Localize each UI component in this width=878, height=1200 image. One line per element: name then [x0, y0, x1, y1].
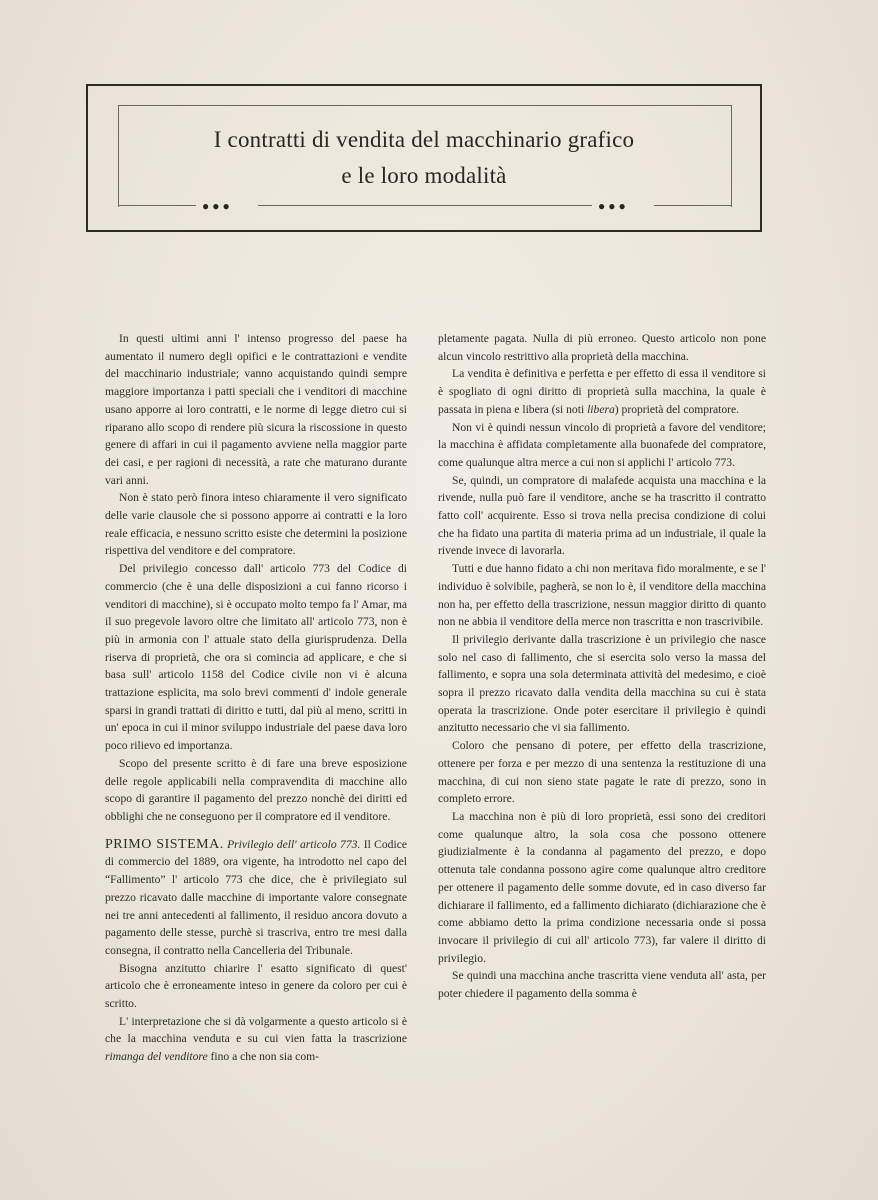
- left-column: [105, 330, 407, 1066]
- paragraph: Non vi è quindi nessun vincolo di proprietà a favore del venditore; la macchina è affidata completamente alla buonafede del compratore, come qualunque altra merce a cui non si applichi l' articolo 773.: [438, 420, 766, 469]
- ornament-line-middle: [258, 205, 592, 206]
- paragraph: Il privilegio derivante dalla trascrizione è un privilegio che nasce solo nel caso di fallimento, che si esercita solo verso la massa del fallimento, e sopra una sola determinata attività del medesimo, e cioè sopra il prezzo ricavato dalla vendita della macchina su cui è stata operata la trascrizione. Onde poter esercitare il privilegio è quindi anzitutto necessario che vi sia fallimento.: [438, 632, 766, 735]
- paragraph-italic: libera: [587, 402, 615, 416]
- paragraph: [105, 1013, 407, 1066]
- section-paragraph: [105, 836, 407, 960]
- ornament-dots-left: ●●●: [202, 199, 233, 213]
- title-ornament: [118, 199, 732, 213]
- ornament-line-left: [118, 205, 196, 206]
- paragraph: Se quindi una macchina anche trascritta viene venduta all' asta, per poter chiedere il pagamento della somma è: [438, 969, 766, 1001]
- paragraph: La macchina non è più di loro proprietà, essi sono dei creditori come qualunque altro, la sola cosa che possono ottenere giudizialmente è la condanna al pagamento del prezzo, e dopo ottenuta tale condanna possono agire come qualunque altro creditore per ottenere il pagamento delle somme dovute, ed in caso diverso far dichiarare il fallimento, ed a fallimento dichiarato (dichiarazione che è come abbiamo detto la prima condizione necessaria onde si possa invocare il privilegio di cui all' articolo 773), far valere il diritto di privilegio.: [438, 809, 766, 965]
- paragraph: Del privilegio concesso dall' articolo 773 del Codice di commercio (che è una delle disposizioni a cui fanno ricorso i venditori di macchine), si è occupato molto tempo fa l' Amar, ma il suo pregevole lavoro oltre che limitato all' articolo 773, non è più in armonia con l' attuale stato della giurisprudenza. Della riserva di proprietà, che ora si comincia ad applicare, e che si basa sull' articolo 1158 del Codice civile non vi è alcuna trattazione esplicita, ma solo brevi commenti d' indole generale sparsi in grandi trattati di diritto e tutti, dal più al meno, scritti in un' epoca in cui il minor sviluppo industriale del paese dava loro poco rilievo ed importanza.: [105, 562, 407, 753]
- ornament-line-right: [654, 205, 732, 206]
- paragraph: Bisogna anzitutto chiarire l' esatto significato di quest' articolo che è erroneamente inteso in genere da coloro per cui è scritto.: [105, 961, 407, 1011]
- paragraph-text: L' interpretazione che si dà volgarmente a questo articolo si è che la macchina venduta e su cui vien fatta la trascrizione: [105, 1014, 407, 1046]
- page-title: [88, 122, 760, 194]
- title-frame: [86, 84, 762, 232]
- paragraph: Coloro che pensano di potere, per effetto della trascrizione, ottenere per forza e per mezzo di una sentenza la restituzione di una macchina, di cui non sieno state pagate le rate di prezzo, sono in completo errore.: [438, 739, 766, 806]
- title-line-2: e le loro modalità: [341, 163, 507, 188]
- paragraph: Non è stato però finora inteso chiaramente il vero significato delle varie clausole che si possono apporre ai contratti e la loro reale efficacia, e nessuno scritto esiste che determini la posizione rispettiva del venditore e del compratore.: [105, 491, 407, 558]
- section-subtitle: Privilegio dell' articolo 773.: [227, 837, 361, 851]
- paragraph: Se, quindi, un compratore di malafede acquista una macchina e la rivende, nulla può fare il venditore, anche se ha trascritto il contratto fatto coll' acquirente. Esso si trova nella precisa condizione di colui che ha fidato una partita di materia prima ad un industriale, il quale la rivende invece di lavorarla.: [438, 473, 766, 558]
- section-title: PRIMO SISTEMA.: [105, 836, 224, 852]
- paragraph: Scopo del presente scritto è di fare una breve esposizione delle regole applicabili nella compravendita di macchine allo scopo di garantire il pagamento del prezzo nonchè dei diritti ed obblighi che ne conseguono per il compratore ed il venditore.: [105, 756, 407, 823]
- paragraph-italic: rimanga del venditore: [105, 1050, 208, 1064]
- paragraph-text: fino a che non sia com-: [210, 1050, 320, 1064]
- right-column: [438, 330, 766, 1003]
- paragraph-text: La vendita è definitiva e perfetta e per effetto di essa il venditore si è spogliato di ogni diritto di proprietà sulla macchina, la quale è passata in piena e libera (si noti: [438, 367, 766, 416]
- section-text: Il Codice di commercio del 1889, ora vigente, ha introdotto nel capo del “Fallimento” l' articolo 773 che dice, che è privilegiato sul prezzo ricavato dalle macchine di importante valore consegnate nei tre anni antecedenti al fallimento, il residuo ancora dovuto a pagamento delle stesse, purchè si trascriva, entro tre mesi dalla consegna, il contratto nella Cancelleria del Tribunale.: [105, 837, 407, 957]
- paragraph: pletamente pagata. Nulla di più erroneo. Questo articolo non pone alcun vincolo restrittivo alla proprietà della macchina.: [438, 332, 766, 363]
- paragraph: In questi ultimi anni l' intenso progresso del paese ha aumentato il numero degli opifici e le contrattazioni e vendite del macchinario industriale; vanno acquistando quindi sempre maggiore importanza i patti speciali che i venditori di macchine usano apporre ai loro contratti, e le norme di legge dietro cui si riparano allo scopo di rendere più sicura la riscossione in questo genere di affari in cui il pagamento avviene nella maggior parte dei casi, e per ragioni di necessità, a rate che maturano durante vari anni.: [105, 332, 407, 487]
- paragraph: Tutti e due hanno fidato a chi non meritava fido moralmente, e se l' individuo è solvibile, pagherà, se non lo è, il venditore della macchina non ha, per effetto della trascrizione, nessun maggior diritto di quanto non ne abbia il venditore della merce non trascritta e non trascrivibile.: [438, 562, 766, 629]
- ornament-dots-right: ●●●: [598, 199, 629, 213]
- title-line-1: I contratti di vendita del macchinario grafico: [213, 127, 635, 152]
- paragraph-text: ) proprietà del compratore.: [614, 402, 740, 416]
- paragraph: [438, 365, 766, 418]
